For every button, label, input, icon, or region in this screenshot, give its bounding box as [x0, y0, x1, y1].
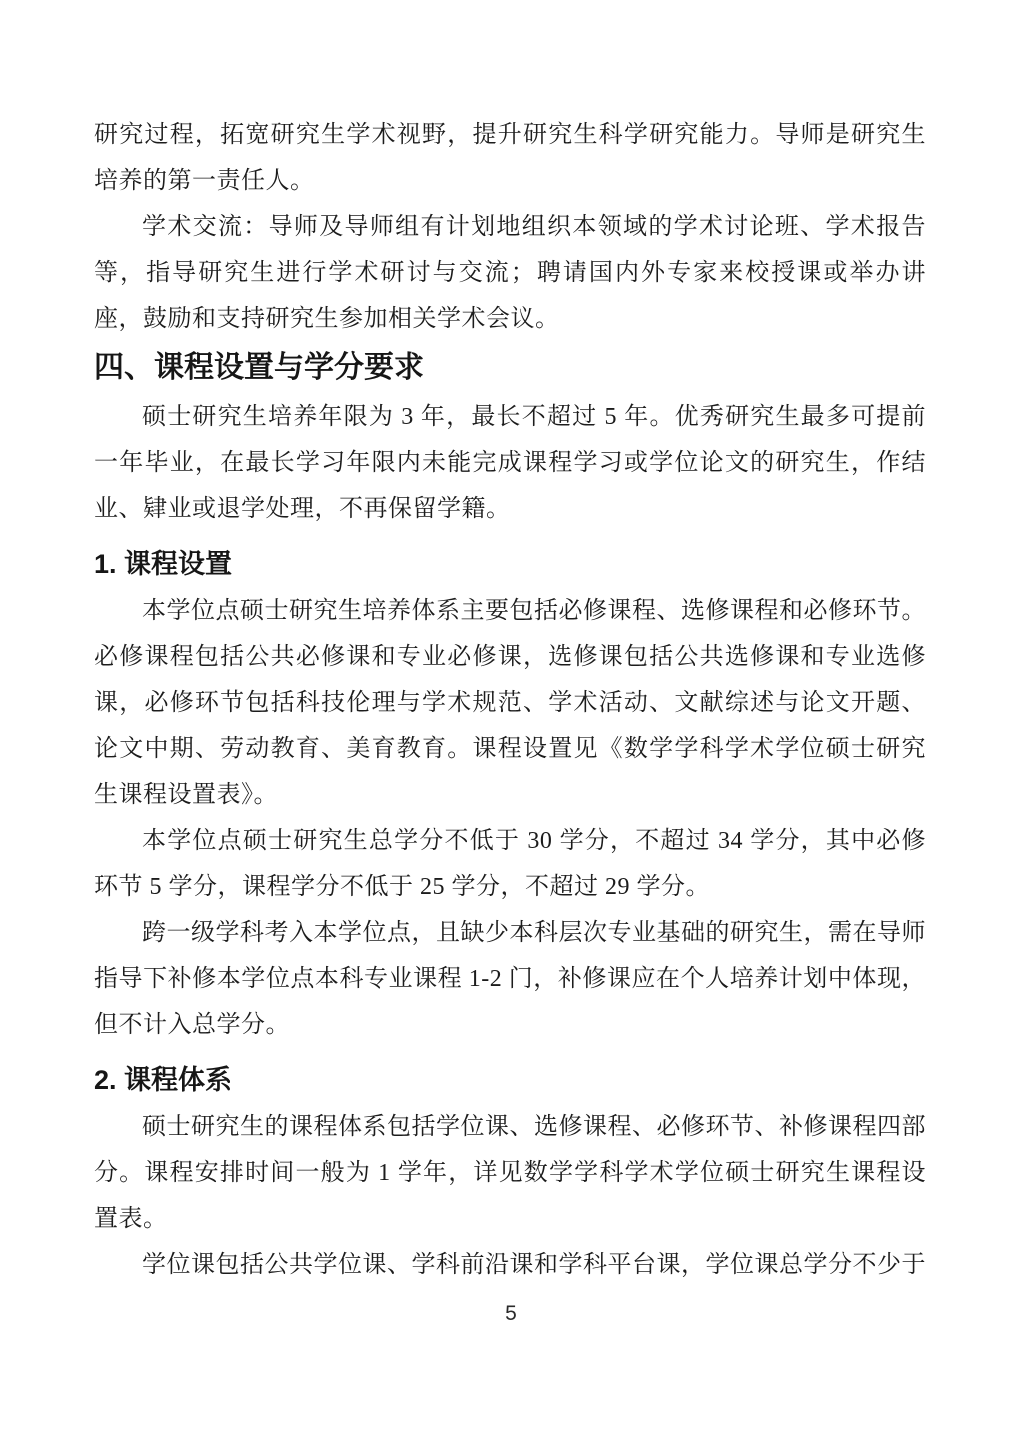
page-number: 5 — [505, 1302, 517, 1325]
paragraph-training-system: 本学位点硕士研究生培养体系主要包括必修课程、选修课程和必修环节。必修课程包括公共必修课和专业必修课，选修课包括公共选修课和专业选修课，必修环节包括科技伦理与学术规范、学术活动、文献综述与论文开题、论文中期、劳动教育、美育教育。课程设置见《数学学科学术学位硕士研究生课程设置表》。 — [94, 598, 926, 808]
document-body — [94, 112, 926, 1288]
paragraph-total-credits: 本学位点硕士研究生总学分不低于 30 学分，不超过 34 学分，其中必修环节 5 学分，课程学分不低于 25 学分，不超过 29 学分。 — [94, 828, 926, 900]
paragraph-advisor-responsibility: 研究过程，拓宽研究生学术视野，提升研究生科学研究能力。导师是研究生培养的第一责任人。 — [94, 122, 926, 194]
paragraph-study-duration: 硕士研究生培养年限为 3 年，最长不超过 5 年。优秀研究生最多可提前一年毕业，在最长学习年限内未能完成课程学习或学位论文的研究生，作结业、肄业或退学处理，不再保留学籍。 — [94, 404, 926, 522]
paragraph-academic-exchange: 学术交流：导师及导师组有计划地组织本领域的学术讨论班、学术报告等，指导研究生进行学术研讨与交流；聘请国内外专家来校授课或举办讲座，鼓励和支持研究生参加相关学术会议。 — [94, 214, 926, 332]
section-heading-course-and-credit-requirements: 四、课程设置与学分要求 — [94, 351, 424, 384]
paragraph-degree-courses: 学位课包括公共学位课、学科前沿课和学科平台课，学位课总学分不少于 — [142, 1252, 926, 1278]
subheading-course-setup: 1. 课程设置 — [94, 549, 233, 579]
paragraph-course-system-parts: 硕士研究生的课程体系包括学位课、选修课程、必修环节、补修课程四部分。课程安排时间一般为 1 学年，详见数学学科学术学位硕士研究生课程设置表。 — [94, 1114, 926, 1232]
paragraph-cross-discipline-makeup-courses: 跨一级学科考入本学位点，且缺少本科层次专业基础的研究生，需在导师指导下补修本学位点本科专业课程 1-2 门，补修课应在个人培养计划中体现，但不计入总学分。 — [94, 920, 926, 1038]
subheading-course-system: 2. 课程体系 — [94, 1065, 233, 1095]
